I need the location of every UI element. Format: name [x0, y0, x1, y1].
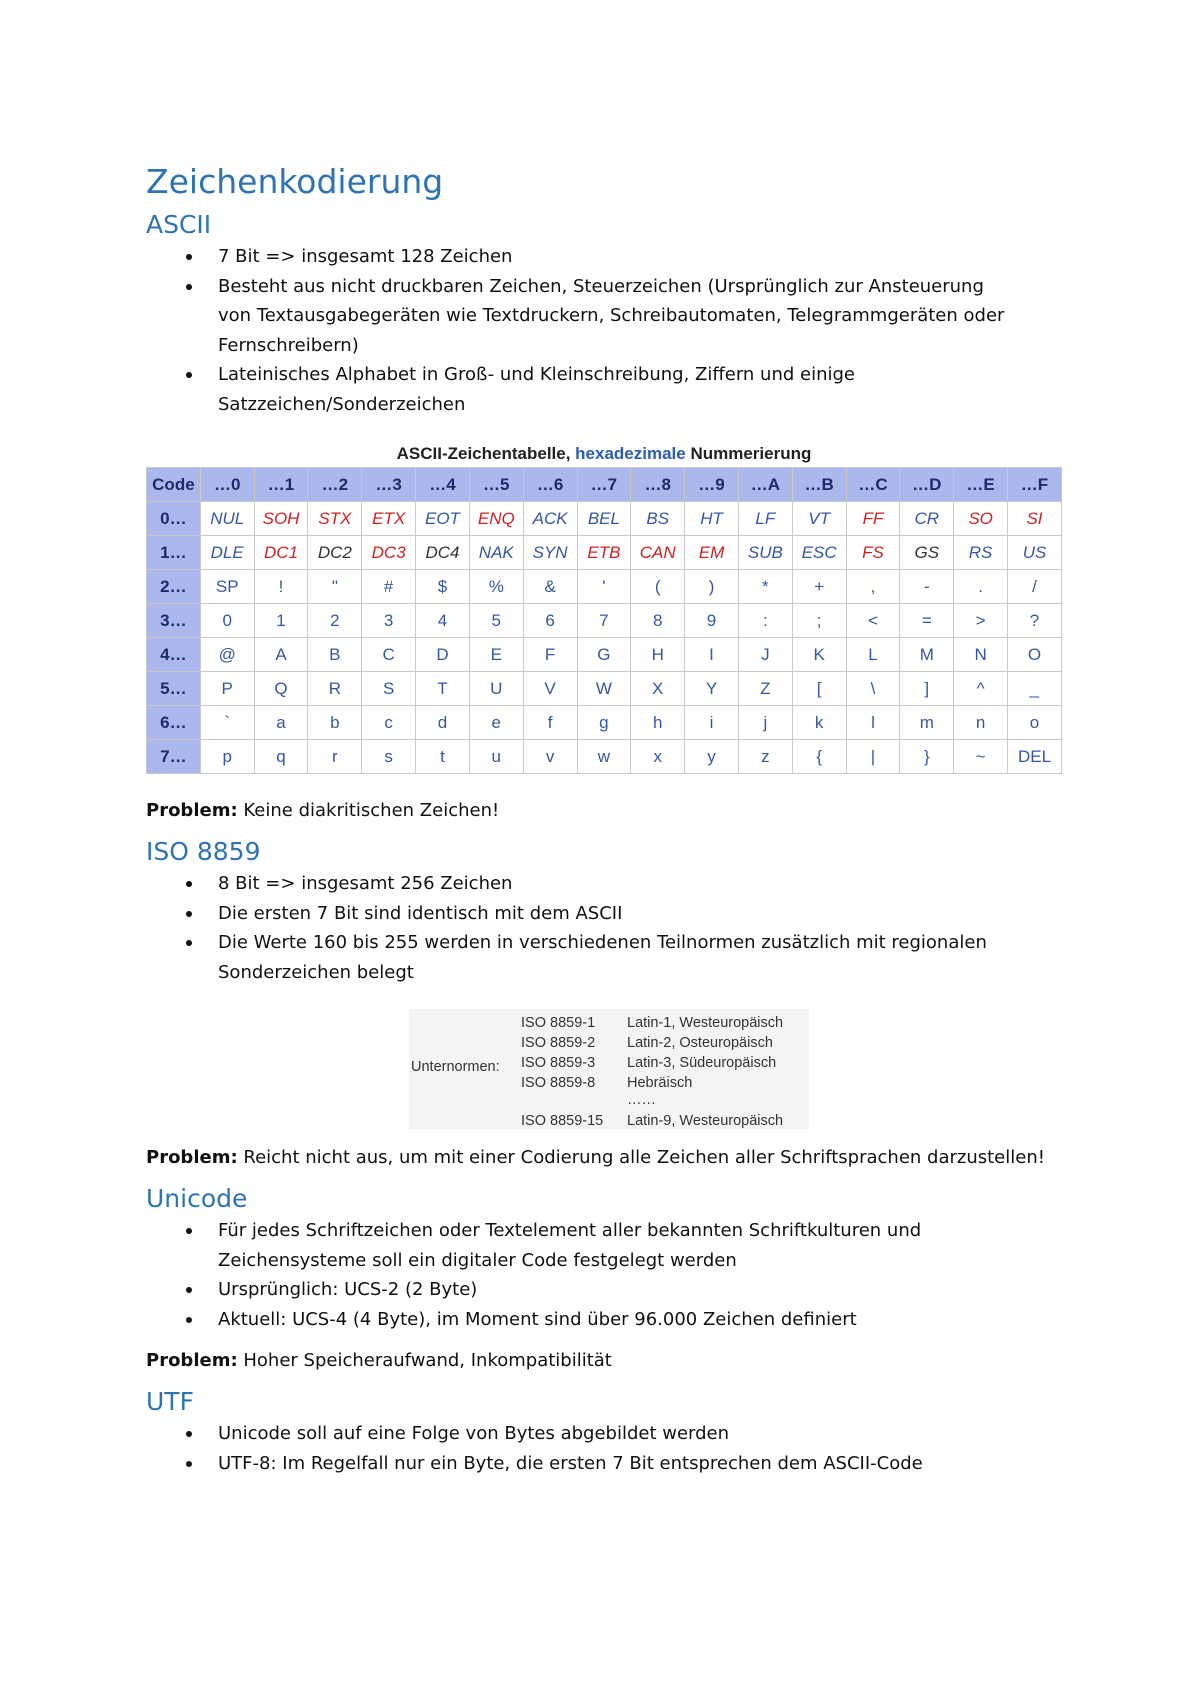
- ascii-cell: x: [631, 740, 685, 774]
- ascii-cell: 1: [254, 604, 308, 638]
- ascii-cell: I: [685, 638, 739, 672]
- subnorms-label: Unternormen:: [411, 1059, 500, 1075]
- ascii-cell: ?: [1008, 604, 1062, 638]
- ascii-cell: f: [523, 706, 577, 740]
- ascii-cell: c: [362, 706, 416, 740]
- problem-text: Hoher Speicheraufwand, Inkompatibilität: [237, 1350, 612, 1371]
- ascii-cell: ACK: [523, 502, 577, 536]
- iso-heading: ISO 8859: [146, 837, 261, 866]
- ascii-row-header: 7…: [147, 740, 201, 774]
- ascii-cell: z: [738, 740, 792, 774]
- ascii-cell: {: [792, 740, 846, 774]
- ascii-table-row: [147, 604, 1062, 638]
- document-page: [146, 160, 1066, 1478]
- ascii-table-caption: [146, 441, 1062, 467]
- ascii-cell: NAK: [469, 536, 523, 570]
- ascii-cell: 0: [200, 604, 254, 638]
- ascii-cell: DC2: [308, 536, 362, 570]
- ascii-cell: RS: [954, 536, 1008, 570]
- ascii-cell: ETB: [577, 536, 631, 570]
- ascii-column-header: …C: [846, 468, 900, 502]
- ascii-cell: LF: [738, 502, 792, 536]
- ascii-cell: D: [416, 638, 470, 672]
- ascii-row-header: 0…: [147, 502, 201, 536]
- ascii-cell: BS: [631, 502, 685, 536]
- ascii-table-body: [147, 502, 1062, 774]
- ascii-cell: e: [469, 706, 523, 740]
- subnorm-code: ISO 8859-3: [521, 1055, 596, 1071]
- ascii-cell: n: [954, 706, 1008, 740]
- ascii-cell: v: [523, 740, 577, 774]
- problem-label: Problem:: [146, 1147, 238, 1168]
- ascii-cell: Q: [254, 672, 308, 706]
- ascii-cell: S: [362, 672, 416, 706]
- iso-bullet: Die ersten 7 Bit sind identisch mit dem ASCII: [146, 899, 1018, 929]
- ascii-column-header: …8: [631, 468, 685, 502]
- subnorm-name: Latin-1, Westeuropäisch: [627, 1015, 784, 1031]
- ascii-cell: FF: [846, 502, 900, 536]
- ascii-cell: G: [577, 638, 631, 672]
- ascii-cell: 5: [469, 604, 523, 638]
- ascii-row-header: 2…: [147, 570, 201, 604]
- ascii-column-header: …F: [1008, 468, 1062, 502]
- ascii-cell: `: [200, 706, 254, 740]
- ascii-cell: >: [954, 604, 1008, 638]
- subnorm-row: [521, 1053, 783, 1073]
- ascii-cell: j: [738, 706, 792, 740]
- ascii-cell: 7: [577, 604, 631, 638]
- ascii-cell: *: [738, 570, 792, 604]
- unicode-bullet: Aktuell: UCS-4 (4 Byte), im Moment sind über 96.000 Zeichen definiert: [146, 1305, 1018, 1335]
- ascii-bullet-list: [146, 242, 1066, 419]
- ascii-cell: 4: [416, 604, 470, 638]
- problem-label: Problem:: [146, 800, 238, 821]
- ascii-cell: b: [308, 706, 362, 740]
- ascii-table-row: [147, 706, 1062, 740]
- ascii-table: [146, 467, 1062, 774]
- iso-bullet: 8 Bit => insgesamt 256 Zeichen: [146, 869, 1018, 899]
- subnorm-ellipsis: ……: [627, 1092, 656, 1108]
- problem-text: Keine diakritischen Zeichen!: [237, 800, 500, 821]
- ascii-cell: K: [792, 638, 846, 672]
- ascii-cell: u: [469, 740, 523, 774]
- unicode-bullet: Für jedes Schriftzeichen oder Textelement aller bekannten Schriftkulturen und Zeichensysteme soll ein digitaler Code festgelegt werden: [146, 1216, 1018, 1275]
- ascii-cell: EOT: [416, 502, 470, 536]
- ascii-cell: @: [200, 638, 254, 672]
- ascii-cell: a: [254, 706, 308, 740]
- caption-part: ASCII-Zeichentabelle,: [396, 444, 576, 463]
- ascii-cell: T: [416, 672, 470, 706]
- ascii-cell: SYN: [523, 536, 577, 570]
- ascii-cell: ETX: [362, 502, 416, 536]
- ascii-cell: E: [469, 638, 523, 672]
- ascii-cell: P: [200, 672, 254, 706]
- subnorm-row: [521, 1111, 783, 1131]
- ascii-cell: ^: [954, 672, 1008, 706]
- ascii-cell: M: [900, 638, 954, 672]
- ascii-cell: A: [254, 638, 308, 672]
- ascii-cell: +: [792, 570, 846, 604]
- ascii-cell: s: [362, 740, 416, 774]
- ascii-row-header: 6…: [147, 706, 201, 740]
- ascii-cell: \: [846, 672, 900, 706]
- ascii-cell: d: [416, 706, 470, 740]
- ascii-cell: W: [577, 672, 631, 706]
- ascii-cell: CR: [900, 502, 954, 536]
- ascii-cell: CAN: [631, 536, 685, 570]
- ascii-cell: (: [631, 570, 685, 604]
- ascii-cell: -: [900, 570, 954, 604]
- ascii-cell: SUB: [738, 536, 792, 570]
- ascii-cell: DC1: [254, 536, 308, 570]
- ascii-cell: !: [254, 570, 308, 604]
- ascii-table-row: [147, 740, 1062, 774]
- ascii-cell: 3: [362, 604, 416, 638]
- ascii-cell: $: [416, 570, 470, 604]
- ascii-cell: BEL: [577, 502, 631, 536]
- iso-subnorms-figure: [409, 1009, 809, 1129]
- ascii-cell: =: [900, 604, 954, 638]
- ascii-cell: <: [846, 604, 900, 638]
- ascii-cell: ]: [900, 672, 954, 706]
- ascii-cell: /: [1008, 570, 1062, 604]
- ascii-bullet: 7 Bit => insgesamt 128 Zeichen: [146, 242, 1018, 272]
- subnorm-row: [521, 1013, 783, 1033]
- ascii-column-header: …0: [200, 468, 254, 502]
- subnorm-code: ISO 8859-1: [521, 1015, 596, 1031]
- subnorm-name: Latin-9, Westeuropäisch: [627, 1113, 784, 1129]
- ascii-cell: 2: [308, 604, 362, 638]
- ascii-cell: VT: [792, 502, 846, 536]
- ascii-column-header: …2: [308, 468, 362, 502]
- ascii-cell: _: [1008, 672, 1062, 706]
- ascii-cell: m: [900, 706, 954, 740]
- problem-label: Problem:: [146, 1350, 238, 1371]
- ascii-table-row: [147, 536, 1062, 570]
- ascii-cell: ,: [846, 570, 900, 604]
- ascii-cell: L: [846, 638, 900, 672]
- iso-bullet: Die Werte 160 bis 255 werden in verschiedenen Teilnormen zusätzlich mit regionalen Sonderzeichen belegt: [146, 928, 1018, 987]
- subnorm-name: Latin-3, Südeuropäisch: [627, 1055, 777, 1071]
- unicode-problem: [146, 1346, 1066, 1375]
- ascii-cell: Z: [738, 672, 792, 706]
- ascii-column-header: …3: [362, 468, 416, 502]
- ascii-column-header: …B: [792, 468, 846, 502]
- ascii-cell: F: [523, 638, 577, 672]
- ascii-heading: ASCII: [146, 210, 212, 239]
- ascii-table-row: [147, 672, 1062, 706]
- iso-bullet-list: [146, 869, 1066, 987]
- ascii-cell: i: [685, 706, 739, 740]
- ascii-cell: r: [308, 740, 362, 774]
- ascii-cell: [: [792, 672, 846, 706]
- ascii-row-header: 3…: [147, 604, 201, 638]
- caption-part: Nummerierung: [685, 444, 812, 463]
- subnorm-row: [521, 1073, 783, 1093]
- ascii-column-header: …E: [954, 468, 1008, 502]
- ascii-cell: DC3: [362, 536, 416, 570]
- ascii-cell: ': [577, 570, 631, 604]
- ascii-cell: C: [362, 638, 416, 672]
- ascii-cell: :: [738, 604, 792, 638]
- ascii-column-header: …A: [738, 468, 792, 502]
- ascii-cell: X: [631, 672, 685, 706]
- ascii-table-row: [147, 502, 1062, 536]
- ascii-cell: STX: [308, 502, 362, 536]
- ascii-column-header: …9: [685, 468, 739, 502]
- subnorm-code: ISO 8859-8: [521, 1075, 596, 1091]
- document-title: Zeichenkodierung: [146, 162, 444, 201]
- ascii-cell: DLE: [200, 536, 254, 570]
- ascii-cell: U: [469, 672, 523, 706]
- ascii-row-header: 5…: [147, 672, 201, 706]
- caption-highlight: hexadezimale: [575, 444, 686, 463]
- ascii-bullet: Besteht aus nicht druckbaren Zeichen, Steuerzeichen (Ursprünglich zur Ansteuerung von Textausgabegeräten wie Textdruckern, Schreibautomaten, Telegrammgeräten oder Fernschreibern): [146, 272, 1018, 361]
- ascii-column-header: …4: [416, 468, 470, 502]
- ascii-cell: %: [469, 570, 523, 604]
- unicode-heading: Unicode: [146, 1184, 248, 1213]
- ascii-cell: EM: [685, 536, 739, 570]
- ascii-cell: |: [846, 740, 900, 774]
- ascii-cell: DC4: [416, 536, 470, 570]
- ascii-cell: l: [846, 706, 900, 740]
- ascii-column-header: …1: [254, 468, 308, 502]
- ascii-cell: H: [631, 638, 685, 672]
- ascii-cell: SOH: [254, 502, 308, 536]
- ascii-cell: J: [738, 638, 792, 672]
- ascii-cell: B: [308, 638, 362, 672]
- ascii-cell: p: [200, 740, 254, 774]
- ascii-cell: w: [577, 740, 631, 774]
- ascii-cell: SO: [954, 502, 1008, 536]
- ascii-cell: q: [254, 740, 308, 774]
- ascii-cell: .: [954, 570, 1008, 604]
- subnorm-code: ISO 8859-15: [521, 1113, 604, 1129]
- ascii-column-header: …6: [523, 468, 577, 502]
- ascii-cell: ESC: [792, 536, 846, 570]
- ascii-header-row: [147, 468, 1062, 502]
- ascii-cell: DEL: [1008, 740, 1062, 774]
- ascii-cell: 6: [523, 604, 577, 638]
- ascii-cell: US: [1008, 536, 1062, 570]
- ascii-cell: #: [362, 570, 416, 604]
- ascii-cell: Y: [685, 672, 739, 706]
- ascii-cell: &: [523, 570, 577, 604]
- ascii-cell: ): [685, 570, 739, 604]
- ascii-cell: h: [631, 706, 685, 740]
- ascii-cell: ": [308, 570, 362, 604]
- ascii-table-row: [147, 570, 1062, 604]
- ascii-cell: }: [900, 740, 954, 774]
- ascii-cell: HT: [685, 502, 739, 536]
- utf-bullet: UTF-8: Im Regelfall nur ein Byte, die ersten 7 Bit entsprechen dem ASCII-Code: [146, 1449, 1018, 1479]
- ascii-cell: o: [1008, 706, 1062, 740]
- ascii-cell: O: [1008, 638, 1062, 672]
- ascii-bullet: Lateinisches Alphabet in Groß- und Kleinschreibung, Ziffern und einige Satzzeichen/Sonderzeichen: [146, 360, 1018, 419]
- utf-bullet: Unicode soll auf eine Folge von Bytes abgebildet werden: [146, 1419, 1018, 1449]
- ascii-column-header: …7: [577, 468, 631, 502]
- subnorm-row: [521, 1033, 783, 1053]
- ascii-row-header: 1…: [147, 536, 201, 570]
- ascii-cell: N: [954, 638, 1008, 672]
- ascii-cell: t: [416, 740, 470, 774]
- ascii-cell: 9: [685, 604, 739, 638]
- ascii-cell: 8: [631, 604, 685, 638]
- ascii-table-figure: [146, 441, 1062, 774]
- ascii-cell: ~: [954, 740, 1008, 774]
- ascii-row-header: 4…: [147, 638, 201, 672]
- ascii-cell: V: [523, 672, 577, 706]
- ascii-column-header: …D: [900, 468, 954, 502]
- ascii-cell: ENQ: [469, 502, 523, 536]
- ascii-cell: k: [792, 706, 846, 740]
- ascii-cell: g: [577, 706, 631, 740]
- ascii-cell: R: [308, 672, 362, 706]
- ascii-cell: NUL: [200, 502, 254, 536]
- ascii-cell: FS: [846, 536, 900, 570]
- ascii-column-header: …5: [469, 468, 523, 502]
- subnorms-list: [521, 1013, 783, 1131]
- ascii-cell: SP: [200, 570, 254, 604]
- ascii-cell: ;: [792, 604, 846, 638]
- iso-problem: [146, 1143, 1066, 1172]
- unicode-bullet-list: [146, 1216, 1066, 1334]
- unicode-bullet: Ursprünglich: UCS-2 (2 Byte): [146, 1275, 1018, 1305]
- problem-text: Reicht nicht aus, um mit einer Codierung alle Zeichen aller Schriftsprachen darzustellen!: [237, 1147, 1045, 1168]
- subnorm-name: Latin-2, Osteuropäisch: [627, 1035, 773, 1051]
- ascii-table-row: [147, 638, 1062, 672]
- subnorm-name: Hebräisch: [627, 1075, 693, 1091]
- utf-bullet-list: [146, 1419, 1066, 1478]
- ascii-problem: [146, 796, 1066, 825]
- ascii-cell: SI: [1008, 502, 1062, 536]
- utf-heading: UTF: [146, 1387, 194, 1416]
- subnorm-code: ISO 8859-2: [521, 1035, 596, 1051]
- ascii-cell: GS: [900, 536, 954, 570]
- ascii-cell: y: [685, 740, 739, 774]
- ascii-corner-header: Code: [147, 468, 201, 502]
